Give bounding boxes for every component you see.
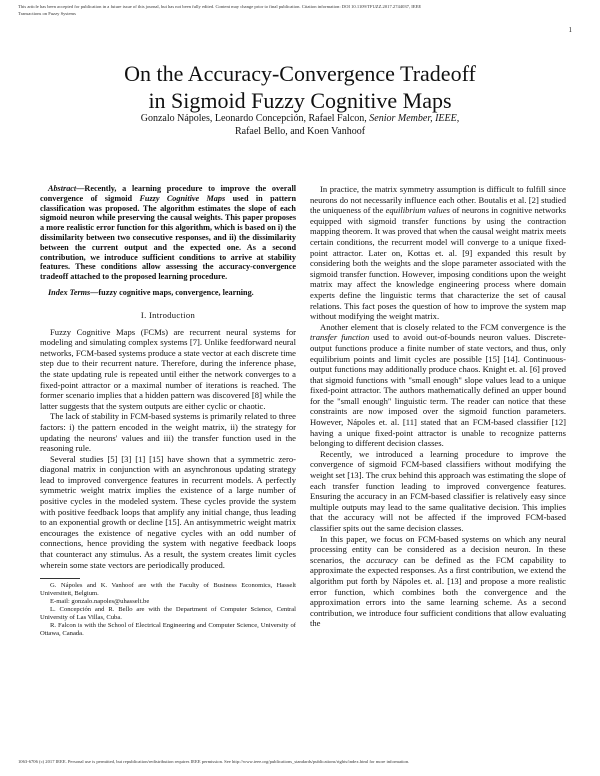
right-p4-b: can be defined as the FCM capability to approximate the expected responses. As a first contribution, we extend the algorithm put forth by Nápoles et. al. [13] and propose a more realistic error function, which combines both the convergence and the approximation errors into the same learning scheme. As a second contribution, we introduce four sufficient conditions that allow evaluating the	[310, 554, 567, 629]
title-line-1: On the Accuracy-Convergence Tradeoff	[124, 61, 476, 86]
authors-membership: Senior Member, IEEE,	[369, 113, 460, 124]
authors-line-1	[40, 112, 560, 125]
index-terms	[40, 288, 296, 298]
abstract-label: Abstract	[48, 184, 77, 193]
footnote-affiliation-1: G. Nápoles and K. Vanhoof are with the Faculty of Business Economics, Hasselt Universiteit, Belgium.	[40, 582, 296, 598]
authors-names-1: Gonzalo Nápoles, Leonardo Concepción, Rafael Falcon,	[140, 113, 367, 124]
right-p2-italic: transfer function	[310, 332, 370, 343]
authors-line-2: Rafael Bello, and Koen Vanhoof	[234, 126, 366, 137]
abstract-text-b: used in pattern classification was proposed. The algorithm estimates the slope of each sigmoid neuron while preserving the causal weights. This paper proposes a more realistic error function for this algorithm, which is based on i) the dissimilarity between two consecutive responses, and ii) the dissimilarity between the current output and the expected one. As a second contribution, we introduce sufficient conditions to arrive at stability features. These conditions allow assessing the accuracy-convergence tradeoff attached to the proposed learning procedure.	[40, 193, 296, 282]
copyright-footer: 1063-6706 (c) 2017 IEEE. Personal use is permitted, but republication/redistribution requires IEEE permission. See http://www.ieee.org/publications_standards/publications/rights/index.html for more information.	[18, 759, 410, 764]
left-column	[40, 184, 296, 638]
abstract-italic-term: Fuzzy Cognitive Maps	[139, 193, 226, 203]
right-paragraph-2	[310, 322, 566, 449]
right-p1-italic: equilibrium values	[385, 205, 450, 216]
index-terms-text: —fuzzy cognitive maps, convergence, learning.	[90, 287, 254, 297]
footnote-email: E-mail: gonzalo.napoles@uhasselt.be	[50, 598, 150, 606]
right-paragraph-4	[310, 534, 566, 629]
right-p4-italic: accuracy	[366, 554, 398, 565]
footnote-rule	[40, 578, 80, 579]
index-terms-label: Index Terms	[48, 287, 91, 297]
intro-paragraph-3: Several studies [5] [3] [1] [15] have shown that a symmetric zero-diagonal matrix in conjunction with an asynchronous updating strategy lead to improved convergence features in recurrent models. A perfectly symmetric weight matrix implies the existence of a large number of positive cycles in the modeled system. These cycles provide the system with positive feedback loops that amplify any initial change, thus leading to an exponential growth or decline [15]. An antisymmetric weight matrix encourages the existence of negative cycles with an odd number of connections, hence providing the system with negative feedback loops that counteract any stimulus. As a result, the system creates limit cycles wherein some state vectors are periodically produced.	[40, 453, 296, 570]
right-p1-b: of neurons in cognitive networks equipped with sigmoid transfer functions by using the contraction mapping theorem. It was proved that when the causal weight matrix meets certain conditions, the recurrent model will converge to a unique fixed-point attractor. Later on, Kottas et. al. [9] expanded this result by considering both the weights and the slope parameter associated with the sigmoid transfer function. However, imposing conditions upon the weight matrix may affect the knowledge engineering process where domain experts define the linguistic terms that characterize the set of causal relations. This fact poses the question of how to improve the system map without modifying the weight matrix.	[310, 205, 566, 322]
footnote-affiliation-2: L. Concepción and R. Bello are with the Department of Computer Science, Central University of Las Villas, Cuba.	[40, 606, 296, 622]
right-p4-a: In this paper, we focus on FCM-based systems on which any neural processing entity can be considered as a decision neuron. In these scenarios, the	[310, 533, 566, 565]
right-paragraph-1	[310, 184, 566, 322]
right-p2-b: used to avoid out-of-bounds neuron values. Discrete-output functions produce a finite number of state vectors, and thus, only equilibrium points and limit cycles are possible [15] [14]. Continuous-output functions may additionally produce chaos. Knight et. al. [6] proved that sigmoid functions with "small enough" slope values lead to a unique fixed-point attractor. The authors mathematically defined an upper bound for the "small enough" linguistic term. The reader can notice that these constraints are now imposed over the sigmoid function parameters. However, Nápoles et. al. [11] stated that an FCM-based classifier [12] having a unique fixed-point attractor is unable to recognize patterns belonging to different decision classes.	[310, 332, 566, 449]
right-column	[310, 184, 566, 629]
header-notice: This article has been accepted for publication in a future issue of this journal, but has not been fully edited. Content may change prior to final publication. Citation information: DOI 10.1109/TFUZZ.2017.2744037, IEEE	[18, 4, 422, 9]
section-heading-introduction: I. Introduction	[140, 309, 196, 320]
title-line-2: in Sigmoid Fuzzy Cognitive Maps	[148, 88, 452, 113]
intro-paragraph-1: Fuzzy Cognitive Maps (FCMs) are recurrent neural systems for modeling and simulating complex systems [7]. Unlike feedforward neural networks, FCM-based systems produce a state vector at each discrete time step due to their recurrent nature. Therefore, during the inference phase, the state updating rule is repeated until either the network converges to a fixed-point attractor or a maximal number of iterations is reached. The former scenario implies that a hidden pattern was discovered [8] while the latter suggests that the system outputs are either cyclic or chaotic.	[40, 326, 296, 411]
author-list	[40, 112, 560, 138]
footnote-affiliation-3: R. Falcon is with the School of Electrical Engineering and Computer Science, University of Ottawa, Canada.	[40, 622, 296, 638]
page-number: 1	[568, 26, 572, 34]
paper-title	[0, 60, 600, 114]
abstract-text-a: —Recently, a learning procedure to improve the overall convergence of sigmoid	[40, 184, 296, 203]
right-paragraph-3: Recently, we introduced a learning procedure to improve the convergence of sigmoid FCM-based classifiers without modifying the weight set [13]. The crux behind this approach was estimating the slope of each transfer function leading to improved convergence features. Ensuring the accuracy in an FCM-based classifier is relatively easy since multiple outputs may lead to the same qualitative decision. This implies that the accuracy will not be affected if the improved FCM-based classifier spits out the same decision classes.	[310, 448, 566, 533]
intro-paragraph-2: The lack of stability in FCM-based systems is primarily related to three factors: i) the pattern encoded in the weight matrix, ii) the strategy for updating the neurons' values and iii) the transfer function used in the reasoning rule.	[40, 411, 296, 454]
header-journal: Transactions on Fuzzy Systems	[18, 11, 76, 16]
abstract	[40, 184, 296, 282]
right-p2-a: Another element that is closely related to the FCM convergence is the	[320, 321, 566, 332]
right-p1-a: In practice, the matrix symmetry assumption is difficult to fulfill since neurons do not necessarily influence each other. Boutalis et al. [2] studied the uniqueness of the	[310, 184, 566, 216]
